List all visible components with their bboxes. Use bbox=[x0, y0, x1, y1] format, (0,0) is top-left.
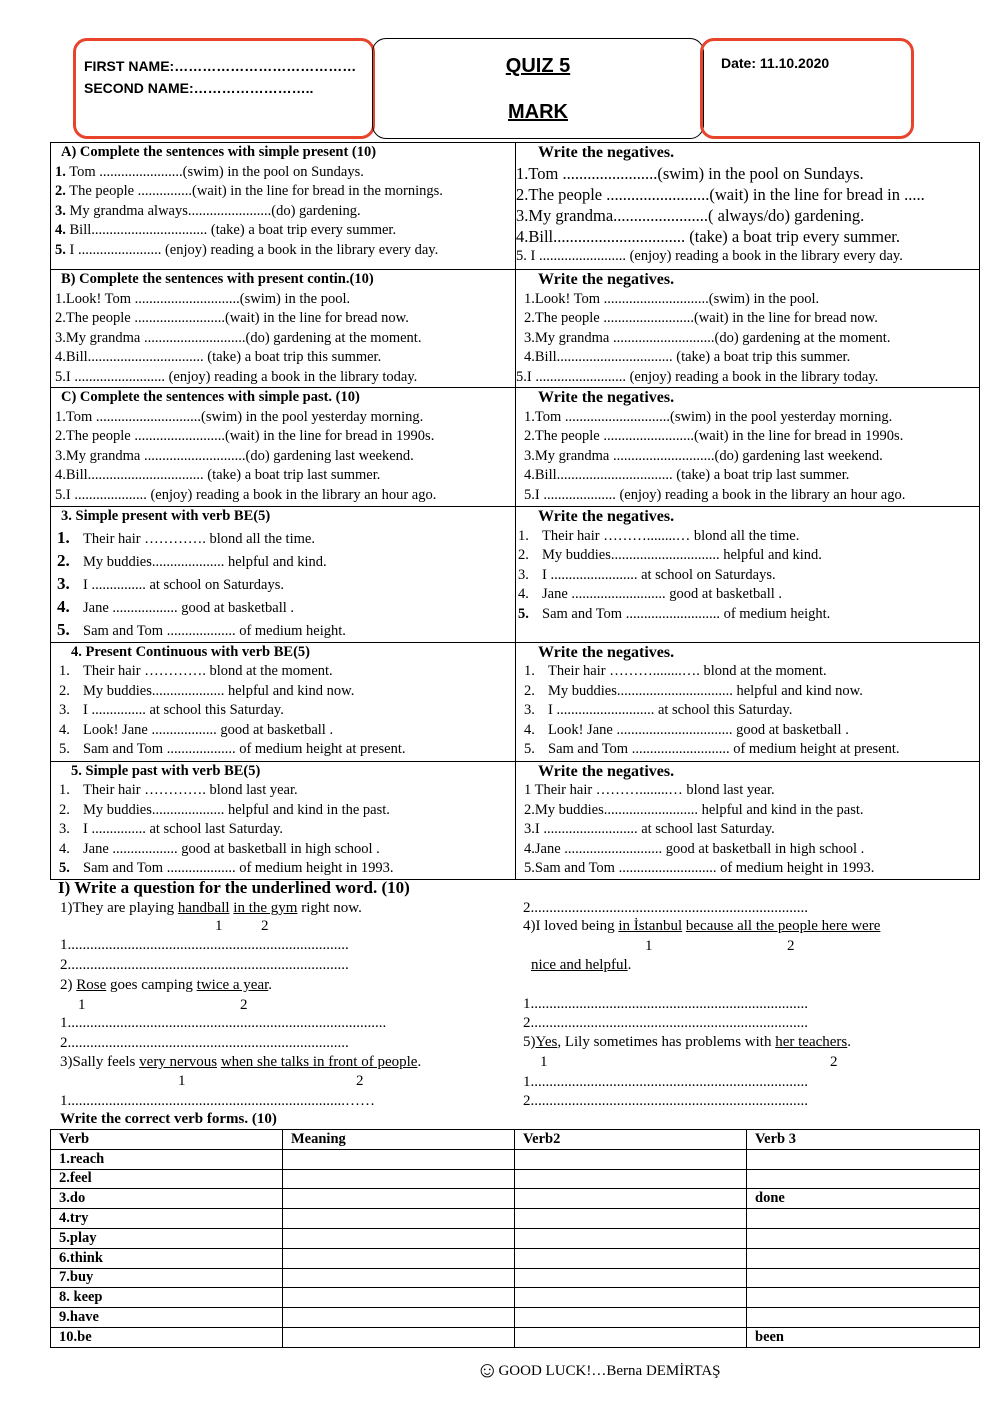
marker-2: 2 bbox=[240, 997, 248, 1013]
exercise-line[interactable]: My grandma always.......................(do) gardening. bbox=[65, 202, 361, 219]
section-3 bbox=[51, 507, 980, 643]
quiz-title-box bbox=[372, 38, 704, 139]
marker-1: 1 bbox=[178, 1073, 186, 1089]
meaning-cell[interactable] bbox=[283, 1288, 515, 1308]
item-number: 2. bbox=[59, 682, 70, 699]
section-3-left bbox=[51, 507, 515, 642]
exercise-line[interactable]: Jane .................. good at basketball . bbox=[83, 599, 295, 616]
item-number: 1. bbox=[59, 782, 70, 798]
verb3-cell[interactable] bbox=[747, 1248, 980, 1268]
exercise-line[interactable]: Jane .................. good at basketball in high school . bbox=[83, 840, 380, 857]
section-b bbox=[51, 270, 980, 388]
exercise-line[interactable]: 5.I .................... (enjoy) reading a book in the library an hour ago. bbox=[524, 486, 906, 503]
item-number: 3. bbox=[59, 821, 70, 837]
exercise-line[interactable]: 2.The people .........................(wait) in the line for bread now. bbox=[55, 310, 409, 326]
exercise-line[interactable]: 5.I ......................... (enjoy) reading a book in the library today. bbox=[55, 368, 418, 385]
exercise-line[interactable]: 4.Bill................................ (take) a boat trip last summer. bbox=[55, 467, 381, 483]
exercise-line[interactable]: Their hair …………. blond all the time. bbox=[83, 530, 315, 547]
meaning-cell[interactable] bbox=[283, 1248, 515, 1268]
verb2-cell[interactable] bbox=[515, 1248, 747, 1268]
table-header-row bbox=[51, 1130, 980, 1150]
negatives-title: Write the negatives. bbox=[538, 643, 675, 661]
exercise-line[interactable]: Sam and Tom ........................... of medium height at present. bbox=[548, 741, 900, 757]
exercise-line[interactable]: I ............... at school this Saturday. bbox=[83, 702, 284, 718]
table-row bbox=[51, 1169, 980, 1189]
verb2-cell[interactable] bbox=[515, 1209, 747, 1229]
table-row bbox=[51, 1228, 980, 1248]
exercise-line[interactable]: Sam and Tom .......................... of medium height. bbox=[542, 605, 831, 622]
question-text: 3)Sally feels bbox=[60, 1054, 140, 1070]
verb3-cell[interactable]: been bbox=[747, 1327, 980, 1347]
section-4 bbox=[51, 642, 980, 761]
question-text: . bbox=[627, 957, 632, 973]
quiz-title: QUIZ 5 bbox=[505, 55, 571, 77]
item-number: 1. bbox=[59, 663, 70, 679]
verb-cell: 7.buy bbox=[51, 1268, 283, 1288]
section-c-left bbox=[51, 388, 515, 505]
section-title: C) Complete the sentences with simple past. (10) bbox=[61, 389, 360, 405]
underlined-word: because all the people here were bbox=[685, 918, 881, 934]
exercise-line[interactable]: I ........................ at school on Saturdays. bbox=[542, 566, 776, 583]
exercise-line[interactable]: 4.Jane ........................... good at basketball in high school . bbox=[524, 840, 865, 857]
exercise-line[interactable]: Their hair ………........… blond all the time. bbox=[542, 527, 800, 544]
footer-text: GOOD LUCK!…Berna DEMİRTAŞ bbox=[498, 1363, 721, 1379]
question-3 bbox=[60, 1054, 421, 1071]
section-c-right bbox=[516, 388, 979, 505]
item-number: 4. bbox=[55, 222, 66, 238]
exercise-line[interactable]: 1.Look! Tom .............................(swim) in the pool. bbox=[55, 290, 351, 307]
exercise-line[interactable]: 2.The people .........................(wait) in the line for bread now. bbox=[524, 310, 878, 326]
item-number: 4. bbox=[59, 721, 70, 738]
item-number: 3. bbox=[524, 702, 535, 718]
meaning-cell[interactable] bbox=[283, 1268, 515, 1288]
table-row bbox=[51, 1268, 980, 1288]
table-row bbox=[51, 1149, 980, 1169]
item-number: 1. bbox=[524, 663, 535, 679]
section-title: B) Complete the sentences with present contin.(10) bbox=[61, 271, 374, 287]
section-b-right bbox=[516, 270, 979, 387]
question-4-cont bbox=[531, 957, 631, 974]
verb-cell: 2.feel bbox=[51, 1169, 283, 1189]
verb3-cell[interactable]: done bbox=[747, 1189, 980, 1209]
smiley-icon: ☺ bbox=[476, 1357, 499, 1382]
name-box bbox=[73, 38, 375, 139]
verb3-cell[interactable] bbox=[747, 1228, 980, 1248]
exercise-line[interactable]: 5. I ........................ (enjoy) reading a book in the library every day. bbox=[516, 247, 903, 264]
second-name-field[interactable]: SECOND NAME:…………………….. bbox=[84, 80, 314, 96]
column-header: Verb2 bbox=[515, 1130, 747, 1150]
section-5 bbox=[51, 761, 980, 879]
underlined-word: handball bbox=[177, 900, 230, 916]
item-number: 3. bbox=[55, 202, 66, 219]
underlined-word: her teachers bbox=[775, 1034, 848, 1050]
exercise-line[interactable]: I ....................... (enjoy) reading a book in the library every day. bbox=[65, 241, 439, 258]
item-number: 1. bbox=[518, 527, 529, 544]
answer-line[interactable]: 1..........................................................................…… bbox=[60, 1093, 375, 1109]
marker-2: 2 bbox=[787, 938, 795, 954]
marker-1: 1 bbox=[645, 938, 653, 954]
verb2-cell[interactable] bbox=[515, 1169, 747, 1189]
exercise-line[interactable]: 4.Bill................................ (take) a boat trip last summer. bbox=[524, 467, 850, 483]
exercise-line[interactable]: 1.Tom .............................(swim) in the pool yesterday morning. bbox=[524, 408, 893, 425]
exercise-line[interactable]: 3.My grandma ............................(do) gardening at the moment. bbox=[524, 329, 891, 346]
date-box bbox=[700, 38, 914, 139]
exercise-line[interactable]: Their hair …………. blond last year. bbox=[83, 782, 298, 798]
marker-2: 2 bbox=[830, 1054, 838, 1070]
item-number: 3. bbox=[59, 702, 70, 718]
exercise-line[interactable]: Sam and Tom ................... of medium height at present. bbox=[83, 741, 406, 757]
item-number: 2. bbox=[524, 682, 535, 699]
meaning-cell[interactable] bbox=[283, 1308, 515, 1328]
item-number: 3. bbox=[518, 566, 529, 583]
question-text: . bbox=[268, 977, 273, 993]
exercise-line[interactable]: I ............... at school on Saturdays. bbox=[83, 576, 284, 593]
exercise-line[interactable]: 2.My buddies.......................... helpful and kind in the past. bbox=[524, 801, 864, 818]
meaning-cell[interactable] bbox=[283, 1228, 515, 1248]
marker-1: 1 bbox=[78, 997, 86, 1013]
section-4-left bbox=[51, 643, 515, 760]
exercise-line[interactable]: 3.I .......................... at school last Saturday. bbox=[524, 821, 775, 837]
answer-line[interactable]: 1........................................................................... bbox=[60, 937, 349, 953]
verb3-cell[interactable] bbox=[747, 1268, 980, 1288]
exercise-line[interactable]: 4.Bill................................ (take) a boat trip every summer. bbox=[516, 226, 901, 246]
section-3-right bbox=[516, 507, 979, 624]
section-title: 5. Simple past with verb BE(5) bbox=[71, 762, 261, 779]
meaning-cell[interactable] bbox=[283, 1327, 515, 1347]
underlined-word: Yes bbox=[535, 1034, 558, 1050]
question-text: . bbox=[417, 1054, 422, 1070]
question-text: , Lily sometimes has problems with bbox=[557, 1034, 776, 1050]
item-number: 2. bbox=[57, 550, 70, 570]
column-header: Meaning bbox=[283, 1130, 515, 1150]
question-text: 4)I loved being bbox=[523, 918, 619, 934]
underlined-word: in İstanbul bbox=[618, 918, 683, 934]
negatives-title: Write the negatives. bbox=[538, 508, 675, 525]
section-5-left bbox=[51, 762, 515, 879]
negatives-title: Write the negatives. bbox=[538, 144, 675, 161]
verb2-cell[interactable] bbox=[515, 1149, 747, 1169]
exercise-line[interactable]: 4.Bill................................ (take) a boat trip this summer. bbox=[55, 349, 382, 365]
verb3-cell[interactable] bbox=[747, 1149, 980, 1169]
verb-cell: 3.do bbox=[51, 1189, 283, 1209]
verb-cell: 8. keep bbox=[51, 1288, 283, 1308]
first-name-field[interactable]: FIRST NAME:………………………………… bbox=[84, 58, 357, 74]
question-text: 2) bbox=[60, 977, 77, 993]
table-row bbox=[51, 1189, 980, 1209]
item-number: 1. bbox=[57, 527, 70, 547]
underlined-word: in the gym bbox=[233, 900, 298, 916]
answer-line[interactable]: 2........................................................................... bbox=[60, 957, 349, 973]
marker-2: 2 bbox=[356, 1073, 364, 1089]
table-row bbox=[51, 1248, 980, 1268]
answer-line[interactable]: 1.......................................................................... bbox=[523, 996, 808, 1012]
exercise-line[interactable]: My buddies.............................. helpful and kind. bbox=[542, 547, 822, 563]
exercise-line[interactable]: Look! Jane ................................ good at basketball . bbox=[548, 721, 849, 738]
exercise-line[interactable]: Their hair …………. blond at the moment. bbox=[83, 663, 333, 679]
verb-cell: 1.reach bbox=[51, 1149, 283, 1169]
question-section-title: I) Write a question for the underlined word. (10) bbox=[58, 878, 410, 897]
item-number: 4. bbox=[57, 596, 70, 616]
negatives-title: Write the negatives. bbox=[538, 271, 675, 288]
answer-line[interactable]: 2.......................................................................... bbox=[523, 900, 808, 916]
marker-2: 2 bbox=[261, 918, 269, 934]
exercise-line[interactable]: 5.Sam and Tom ........................... of medium height in 1993. bbox=[524, 860, 875, 876]
footer bbox=[476, 1357, 721, 1383]
item-number: 5. bbox=[59, 860, 70, 876]
marker-1: 1 bbox=[215, 918, 223, 934]
section-title: 3. Simple present with verb BE(5) bbox=[61, 508, 271, 524]
underlined-word: very nervous bbox=[139, 1054, 218, 1070]
item-number: 2. bbox=[55, 183, 66, 199]
exercise-line[interactable]: Tom .......................(swim) in the pool on Sundays. bbox=[65, 163, 364, 180]
answer-line[interactable]: 2.......................................................................... bbox=[523, 1015, 808, 1031]
item-number: 5. bbox=[55, 241, 66, 258]
section-4-right bbox=[516, 643, 979, 760]
verb-cell: 6.think bbox=[51, 1248, 283, 1268]
answer-line[interactable]: 1.......................................................................... bbox=[523, 1074, 808, 1090]
exercise-line[interactable]: 5.I ......................... (enjoy) reading a book in the library today. bbox=[516, 368, 879, 385]
question-text: 5) bbox=[523, 1034, 536, 1050]
question-1 bbox=[60, 900, 362, 917]
item-number: 3. bbox=[57, 573, 70, 593]
answer-line[interactable]: 1..................................................................................... bbox=[60, 1015, 387, 1031]
verb2-cell[interactable] bbox=[515, 1308, 747, 1328]
question-2 bbox=[60, 977, 272, 994]
exercise-line[interactable]: 4.Bill................................ (take) a boat trip this summer. bbox=[524, 349, 851, 365]
exercise-line[interactable]: My buddies.................... helpful and kind now. bbox=[83, 682, 355, 699]
question-text: right now. bbox=[297, 900, 362, 916]
meaning-cell[interactable] bbox=[283, 1169, 515, 1189]
item-number: 4. bbox=[524, 721, 535, 738]
exercise-line[interactable]: Bill................................ (take) a boat trip every summer. bbox=[65, 222, 397, 238]
section-a-right bbox=[516, 143, 979, 266]
exercise-line[interactable]: Look! Jane .................. good at basketball . bbox=[83, 721, 334, 738]
exercise-line[interactable]: The people ...............(wait) in the line for bread in the mornings. bbox=[65, 183, 443, 199]
meaning-cell[interactable] bbox=[283, 1189, 515, 1209]
item-number: 2. bbox=[59, 801, 70, 818]
exercise-line[interactable]: 2.The people .........................(wait) in the line for bread in 1990s. bbox=[55, 428, 435, 444]
verb3-cell[interactable] bbox=[747, 1308, 980, 1328]
section-title: A) Complete the sentences with simple present (10) bbox=[61, 144, 377, 160]
question-text: goes camping bbox=[106, 977, 197, 993]
meaning-cell[interactable] bbox=[283, 1209, 515, 1229]
exercise-line[interactable]: 3.My grandma.......................( always/do) gardening. bbox=[516, 205, 865, 225]
exercise-line[interactable]: Sam and Tom ................... of medium height in 1993. bbox=[83, 860, 394, 876]
item-number: 2. bbox=[518, 547, 529, 563]
verb-cell: 5.play bbox=[51, 1228, 283, 1248]
verb-cell: 9.have bbox=[51, 1308, 283, 1328]
mark-label: MARK bbox=[508, 101, 568, 123]
verb3-cell[interactable] bbox=[747, 1209, 980, 1229]
negatives-title: Write the negatives. bbox=[538, 389, 675, 406]
verb2-cell[interactable] bbox=[515, 1189, 747, 1209]
exercise-line[interactable]: 1.Tom .............................(swim) in the pool yesterday morning. bbox=[55, 408, 424, 425]
underlined-word: when she talks in front of people bbox=[220, 1054, 418, 1070]
verb-cell: 10.be bbox=[51, 1327, 283, 1347]
underlined-word: Rose bbox=[76, 977, 107, 993]
verb2-cell[interactable] bbox=[515, 1288, 747, 1308]
exercise-line[interactable]: My buddies................................ helpful and kind now. bbox=[548, 682, 863, 699]
section-c bbox=[51, 388, 980, 507]
exercise-line[interactable]: 3.My grandma ............................(do) gardening last weekend. bbox=[55, 447, 414, 464]
exercise-line[interactable]: 3.My grandma ............................(do) gardening last weekend. bbox=[524, 447, 883, 464]
underlined-word: twice a year bbox=[196, 977, 269, 993]
question-5 bbox=[523, 1034, 851, 1051]
verb2-cell[interactable] bbox=[515, 1228, 747, 1248]
exercise-line[interactable]: My buddies.................... helpful and kind. bbox=[83, 553, 327, 570]
exercise-line[interactable]: Their hair ………........…. blond at the moment. bbox=[548, 663, 827, 679]
item-number: 5. bbox=[59, 741, 70, 757]
marker-1: 1 bbox=[540, 1054, 548, 1070]
exercise-line[interactable]: 5.I .................... (enjoy) reading a book in the library an hour ago. bbox=[55, 486, 437, 503]
answer-line[interactable]: 2.......................................................................... bbox=[523, 1093, 808, 1109]
column-header: Verb 3 bbox=[747, 1130, 980, 1150]
item-number: 4. bbox=[59, 840, 70, 857]
column-header: Verb bbox=[51, 1130, 283, 1150]
exercise-table bbox=[50, 142, 980, 880]
item-number: 5. bbox=[57, 619, 70, 639]
exercise-line[interactable]: I ............... at school last Saturday. bbox=[83, 821, 284, 837]
item-number: 5. bbox=[524, 741, 535, 757]
section-a-left bbox=[51, 143, 515, 260]
verb2-cell[interactable] bbox=[515, 1327, 747, 1347]
table-row bbox=[51, 1308, 980, 1328]
date-label: Date: 11.10.2020 bbox=[721, 55, 830, 71]
table-row bbox=[51, 1288, 980, 1308]
exercise-line[interactable]: I ........................... at school this Saturday. bbox=[548, 702, 793, 718]
item-number: 5. bbox=[518, 605, 529, 622]
section-5-right bbox=[516, 762, 979, 879]
exercise-line[interactable]: Sam and Tom ................... of medium height. bbox=[83, 622, 346, 639]
exercise-line[interactable]: 2.The people .........................(wait) in the line for bread in 1990s. bbox=[524, 428, 904, 444]
item-number: 4. bbox=[518, 586, 529, 602]
answer-line[interactable]: 2........................................................................... bbox=[60, 1035, 349, 1051]
verb-forms-table bbox=[50, 1129, 980, 1348]
underlined-word: nice and helpful bbox=[531, 957, 628, 973]
verb2-cell[interactable] bbox=[515, 1268, 747, 1288]
section-b-left bbox=[51, 270, 515, 387]
table-row bbox=[51, 1209, 980, 1229]
exercise-line[interactable]: 2.The people .........................(wait) in the line for bread in ..... bbox=[516, 184, 925, 204]
negatives-title: Write the negatives. bbox=[538, 762, 675, 780]
exercise-line[interactable]: Jane .......................... good at basketball . bbox=[542, 586, 783, 602]
question-text: 1)They are playing bbox=[60, 900, 178, 916]
exercise-line[interactable]: 1 Their hair ………........… blond last year. bbox=[524, 782, 775, 798]
table-row bbox=[51, 1327, 980, 1347]
exercise-line[interactable]: 1.Tom .......................(swim) in the pool on Sundays. bbox=[516, 163, 864, 183]
section-title: 4. Present Continuous with verb BE(5) bbox=[71, 643, 310, 660]
section-a bbox=[51, 143, 980, 270]
exercise-line[interactable]: 1.Look! Tom .............................(swim) in the pool. bbox=[524, 290, 820, 307]
verb3-cell[interactable] bbox=[747, 1169, 980, 1189]
question-4 bbox=[523, 918, 880, 935]
question-text: . bbox=[847, 1034, 852, 1050]
exercise-line[interactable]: 3.My grandma ............................(do) gardening at the moment. bbox=[55, 329, 422, 346]
item-number: 1. bbox=[55, 163, 66, 180]
exercise-line[interactable]: My buddies.................... helpful and kind in the past. bbox=[83, 801, 390, 818]
verb3-cell[interactable] bbox=[747, 1288, 980, 1308]
verb-cell: 4.try bbox=[51, 1209, 283, 1229]
meaning-cell[interactable] bbox=[283, 1149, 515, 1169]
verb-forms-title: Write the correct verb forms. (10) bbox=[60, 1111, 277, 1127]
